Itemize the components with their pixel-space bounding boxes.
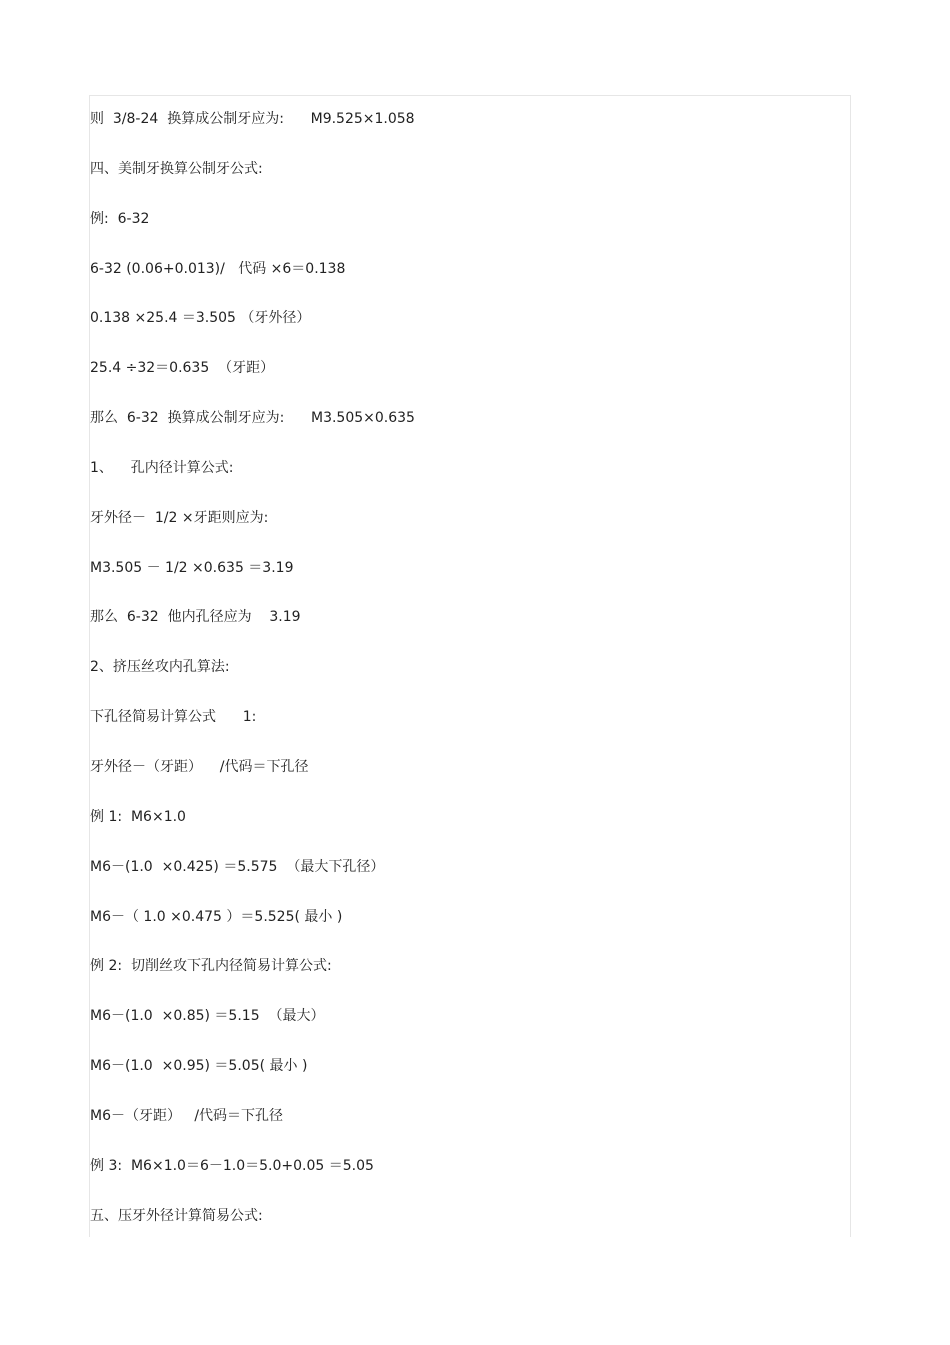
- text-line: 例 1: M6×1.0: [90, 808, 186, 825]
- text-line: 0.138 ×25.4 ＝3.505 （牙外径）: [90, 310, 311, 327]
- text-line: 下孔径简易计算公式 1:: [90, 709, 257, 726]
- section-heading: 四、美制牙换算公制牙公式:: [90, 160, 263, 177]
- text-line: 例: 6-32: [90, 210, 150, 227]
- text-line: 牙外径－ 1/2 ×牙距则应为:: [90, 509, 269, 526]
- text-line: 则 3/8-24 换算成公制牙应为: M9.525×1.058: [90, 111, 415, 127]
- document-body: [90, 108, 830, 1254]
- text-line: M6－(1.0 ×0.85) ＝5.15 （最大）: [90, 1008, 325, 1025]
- text-line: M6－（牙距） /代码＝下孔径: [90, 1107, 284, 1124]
- section-heading: 2、挤压丝攻内孔算法:: [90, 659, 230, 676]
- text-line: 那么 6-32 他内孔径应为 3.19: [90, 609, 301, 626]
- text-line: 6-32 (0.06+0.013)/ 代码 ×6＝0.138: [90, 260, 346, 277]
- section-heading: 五、压牙外径计算简易公式:: [90, 1207, 263, 1224]
- text-line: M6－(1.0 ×0.425) ＝5.575 （最大下孔径）: [90, 858, 385, 875]
- text-line: 25.4 ÷32＝0.635 （牙距）: [90, 360, 275, 377]
- text-line: M6－(1.0 ×0.95) ＝5.05( 最小 ): [90, 1058, 308, 1075]
- text-line: 例 2: 切削丝攻下孔内径简易计算公式:: [90, 958, 332, 975]
- text-line: 牙外径－（牙距） /代码＝下孔径: [90, 758, 309, 775]
- text-line: M6－（ 1.0 ×0.475 ）＝5.525( 最小 ): [90, 908, 343, 925]
- section-heading: 1、 孔内径计算公式:: [90, 459, 234, 476]
- text-line: M3.505 － 1/2 ×0.635 ＝3.19: [90, 559, 294, 576]
- text-line: 那么 6-32 换算成公制牙应为: M3.505×0.635: [90, 410, 415, 427]
- text-line: 例 3: M6×1.0＝6－1.0＝5.0+0.05 ＝5.05: [90, 1157, 374, 1174]
